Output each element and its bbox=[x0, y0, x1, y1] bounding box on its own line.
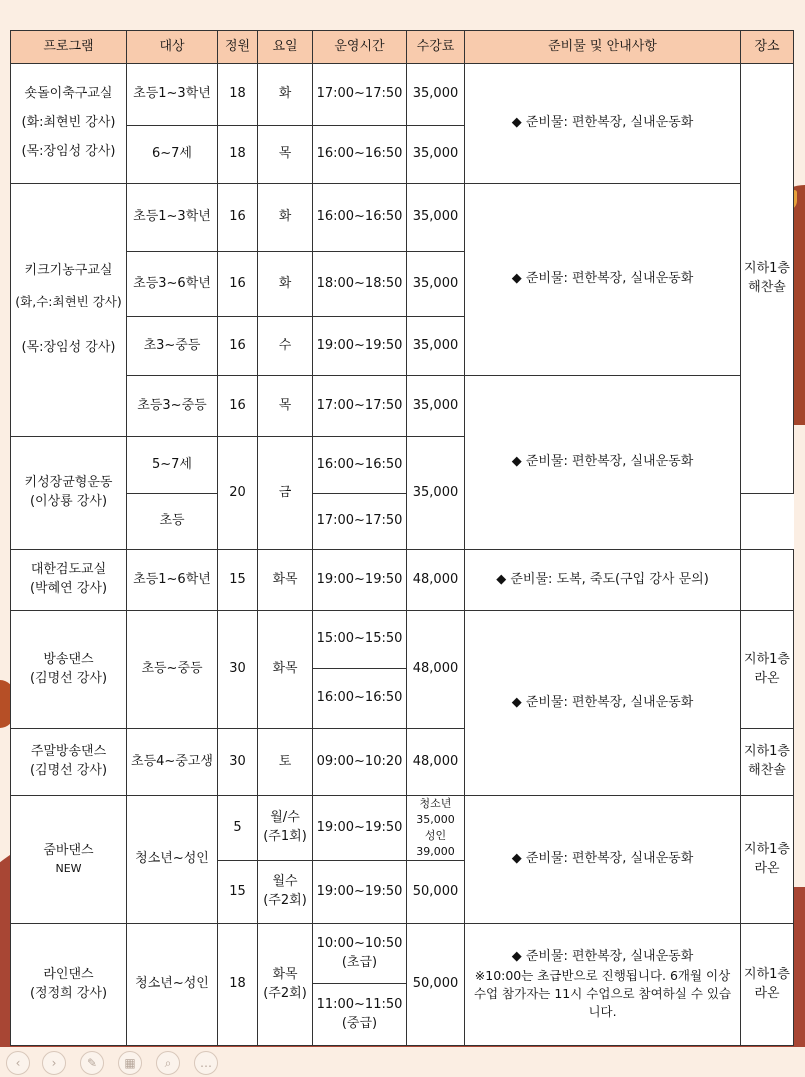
target-cell: 5~7세 bbox=[127, 437, 218, 494]
notice-cell: ◆ 준비물: 편한복장, 실내운동화 bbox=[465, 376, 741, 550]
target-cell: 초등~중등 bbox=[127, 611, 218, 729]
program-name: 주말방송댄스 bbox=[30, 744, 107, 760]
program-cell bbox=[11, 64, 127, 184]
capacity-cell: 18 bbox=[218, 924, 258, 1046]
day-cell: 화 bbox=[258, 64, 313, 126]
notice-cell: ◆ 준비물: 편한복장, 실내운동화 bbox=[465, 796, 741, 924]
time-cell: 10:00~10:50 (초급) bbox=[313, 924, 407, 984]
time-cell: 19:00~19:50 bbox=[313, 317, 407, 376]
day-cell: 토 bbox=[258, 729, 313, 796]
grid-icon[interactable]: ▦ bbox=[118, 1051, 142, 1075]
capacity-cell: 30 bbox=[218, 611, 258, 729]
fee-cell: 35,000 bbox=[407, 252, 465, 317]
place-cell: 지하1층 라온 bbox=[741, 924, 794, 1046]
fee-cell: 48,000 bbox=[407, 729, 465, 796]
time-cell: 16:00~16:50 bbox=[313, 126, 407, 184]
fee-cell: 35,000 bbox=[407, 184, 465, 252]
program-teacher: (화,수:최현빈 강사) bbox=[15, 293, 122, 309]
capacity-cell: 20 bbox=[218, 437, 258, 550]
fee-cell: 48,000 bbox=[407, 611, 465, 729]
program-name: 키크기농구교실 bbox=[24, 263, 113, 279]
table-row bbox=[11, 611, 794, 669]
time-cell: 16:00~16:50 bbox=[313, 669, 407, 729]
program-cell bbox=[11, 796, 127, 924]
header-day: 요일 bbox=[258, 31, 313, 64]
header-notice: 준비물 및 안내사항 bbox=[465, 31, 741, 64]
capacity-cell: 16 bbox=[218, 376, 258, 437]
program-teacher: (목:장임성 강사) bbox=[21, 340, 116, 356]
fee-cell: 청소년 35,000 성인 39,000 bbox=[407, 796, 465, 861]
fee-cell: 50,000 bbox=[407, 861, 465, 924]
capacity-cell: 18 bbox=[218, 126, 258, 184]
program-name: 라인댄스 bbox=[43, 966, 94, 982]
time-cell: 19:00~19:50 bbox=[313, 861, 407, 924]
time-cell: 17:00~17:50 bbox=[313, 494, 407, 550]
target-cell: 초등3~중등 bbox=[127, 376, 218, 437]
program-name: 방송댄스 bbox=[43, 651, 94, 667]
day-cell: 목 bbox=[258, 126, 313, 184]
header-program: 프로그램 bbox=[11, 31, 127, 64]
capacity-cell: 5 bbox=[218, 796, 258, 861]
fee-cell: 35,000 bbox=[407, 64, 465, 126]
viewer-toolbar bbox=[0, 1047, 805, 1077]
target-cell: 초등1~6학년 bbox=[127, 550, 218, 611]
header-target: 대상 bbox=[127, 31, 218, 64]
day-cell: 화목 (주2회) bbox=[258, 924, 313, 1046]
time-cell: 11:00~11:50 (중급) bbox=[313, 984, 407, 1046]
target-cell: 6~7세 bbox=[127, 126, 218, 184]
table-row bbox=[11, 64, 794, 126]
time-cell: 16:00~16:50 bbox=[313, 437, 407, 494]
day-cell: 금 bbox=[258, 437, 313, 550]
header-capacity: 정원 bbox=[218, 31, 258, 64]
program-name: 숏돌이축구교실 bbox=[24, 86, 113, 102]
program-teacher: (정정희 강사) bbox=[29, 985, 108, 1001]
time-cell: 09:00~10:20 bbox=[313, 729, 407, 796]
program-cell bbox=[11, 550, 127, 611]
capacity-cell: 18 bbox=[218, 64, 258, 126]
day-cell: 화목 bbox=[258, 611, 313, 729]
program-cell bbox=[11, 437, 127, 550]
fee-cell: 35,000 bbox=[407, 437, 465, 550]
target-cell: 청소년~성인 bbox=[127, 924, 218, 1046]
program-cell bbox=[11, 611, 127, 729]
target-cell: 초등 bbox=[127, 494, 218, 550]
time-cell: 18:00~18:50 bbox=[313, 252, 407, 317]
program-name: 줌바댄스 bbox=[43, 843, 94, 859]
program-teacher: (이상룡 강사) bbox=[29, 494, 108, 509]
new-badge: NEW bbox=[55, 861, 82, 875]
day-cell: 화목 bbox=[258, 550, 313, 611]
schedule-table bbox=[10, 30, 794, 1046]
program-teacher: (목:장임성 강사) bbox=[21, 143, 116, 159]
program-teacher: (김명선 강사) bbox=[29, 670, 108, 686]
capacity-cell: 30 bbox=[218, 729, 258, 796]
time-cell: 17:00~17:50 bbox=[313, 64, 407, 126]
back-icon[interactable]: ‹ bbox=[6, 1051, 30, 1075]
target-cell: 초3~중등 bbox=[127, 317, 218, 376]
place-cell: 지하1층 라온 bbox=[741, 796, 794, 924]
target-cell: 초등1~3학년 bbox=[127, 64, 218, 126]
time-cell: 19:00~19:50 bbox=[313, 550, 407, 611]
place-cell: 지하1층 해찬솔 bbox=[741, 64, 794, 494]
header-place: 장소 bbox=[741, 31, 794, 64]
forward-icon[interactable]: › bbox=[42, 1051, 66, 1075]
program-teacher: (화:최현빈 강사) bbox=[21, 115, 116, 131]
program-name: 키성장균형운동 bbox=[24, 475, 113, 491]
more-icon[interactable]: … bbox=[194, 1051, 218, 1075]
time-cell: 15:00~15:50 bbox=[313, 611, 407, 669]
time-cell: 16:00~16:50 bbox=[313, 184, 407, 252]
day-cell: 목 bbox=[258, 376, 313, 437]
time-cell: 19:00~19:50 bbox=[313, 796, 407, 861]
notice-cell: ◆ 준비물: 편한복장, 실내운동화 bbox=[465, 64, 741, 184]
header-time: 운영시간 bbox=[313, 31, 407, 64]
place-cell: 지하1층 해찬솔 bbox=[741, 729, 794, 796]
zoom-icon[interactable]: ⌕ bbox=[156, 1051, 180, 1075]
program-cell bbox=[11, 924, 127, 1046]
header-fee: 수강료 bbox=[407, 31, 465, 64]
table-row bbox=[11, 550, 794, 611]
header-row bbox=[11, 31, 794, 64]
notice-cell: ◆ 준비물: 편한복장, 실내운동화 bbox=[465, 611, 741, 796]
table-row bbox=[11, 796, 794, 861]
fee-cell: 35,000 bbox=[407, 317, 465, 376]
day-cell: 월/수 (주1회) bbox=[258, 796, 313, 861]
program-cell bbox=[11, 184, 127, 437]
fee-cell: 35,000 bbox=[407, 126, 465, 184]
day-cell: 월수 (주2회) bbox=[258, 861, 313, 924]
program-cell bbox=[11, 729, 127, 796]
fee-cell: 48,000 bbox=[407, 550, 465, 611]
day-cell: 화 bbox=[258, 252, 313, 317]
target-cell: 초등1~3학년 bbox=[127, 184, 218, 252]
target-cell: 초등3~6학년 bbox=[127, 252, 218, 317]
table-row bbox=[11, 376, 794, 437]
program-teacher: (김명선 강사) bbox=[29, 763, 108, 778]
target-cell: 청소년~성인 bbox=[127, 796, 218, 924]
pen-icon[interactable]: ✎ bbox=[80, 1051, 104, 1075]
day-cell: 화 bbox=[258, 184, 313, 252]
fee-cell: 50,000 bbox=[407, 924, 465, 1046]
day-cell: 수 bbox=[258, 317, 313, 376]
capacity-cell: 16 bbox=[218, 252, 258, 317]
notice-cell: ◆ 준비물: 편한복장, 실내운동화 ※10:00는 초급반으로 진행됩니다. 6개월 이상 수업 참가자는 11시 수업으로 참여하실 수 있습니다. bbox=[465, 924, 741, 1046]
capacity-cell: 16 bbox=[218, 317, 258, 376]
capacity-cell: 15 bbox=[218, 861, 258, 924]
notice-cell: ◆ 준비물: 도복, 죽도(구입 강사 문의) bbox=[465, 550, 741, 611]
fee-cell: 35,000 bbox=[407, 376, 465, 437]
target-cell: 초등4~중고생 bbox=[127, 729, 218, 796]
time-cell: 17:00~17:50 bbox=[313, 376, 407, 437]
program-name: 대한검도교실 bbox=[30, 562, 107, 578]
place-cell: 지하1층 라온 bbox=[741, 611, 794, 729]
table-row bbox=[11, 924, 794, 984]
capacity-cell: 15 bbox=[218, 550, 258, 611]
place-cell-empty bbox=[741, 550, 794, 611]
table-row bbox=[11, 184, 794, 252]
notice-cell: ◆ 준비물: 편한복장, 실내운동화 bbox=[465, 184, 741, 376]
program-teacher: (박혜연 강사) bbox=[29, 581, 108, 596]
capacity-cell: 16 bbox=[218, 184, 258, 252]
